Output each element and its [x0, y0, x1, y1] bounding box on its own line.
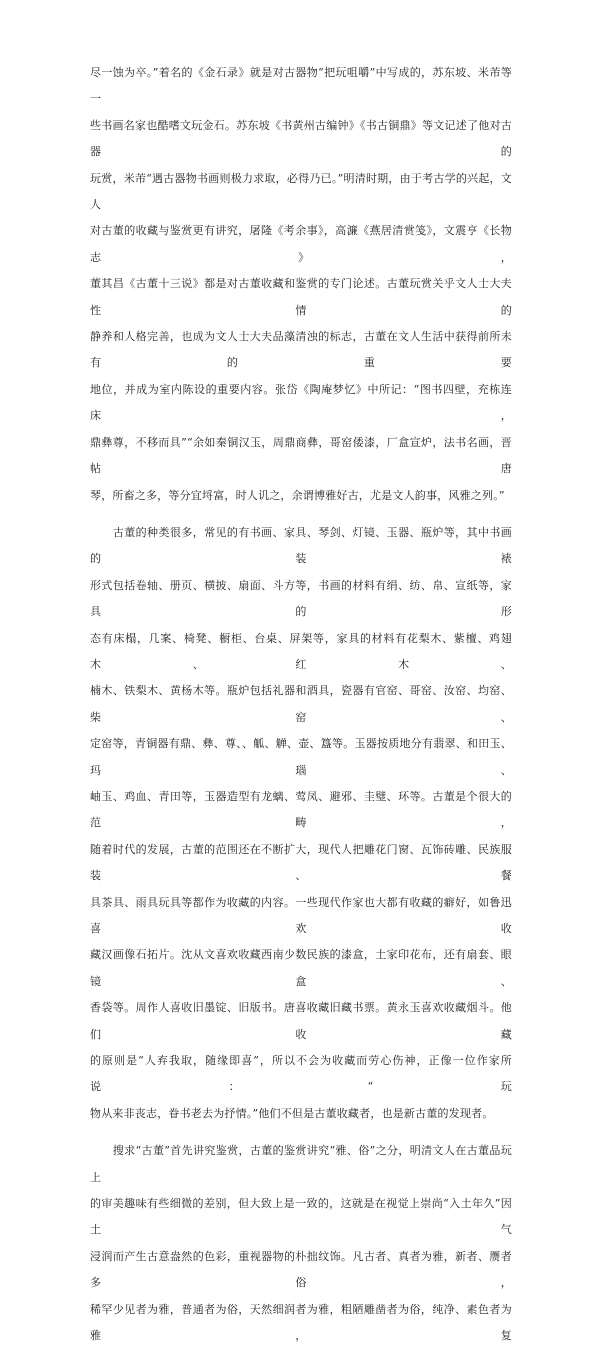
text-line: 静养和人格完善，也成为文人士大夫品藻清浊的标志，古董在文人生活中获得前所未有的重要 — [90, 330, 512, 370]
text-line: 地位，并成为室内陈设的重要内容。张岱《陶庵梦忆》中所记：“图书四壁，充栋连床， — [90, 382, 512, 423]
text-line: 些书画名家也酷嗜文玩金石。苏东坡《书黄州古编钟》《书古铜鼎》等文记述了他对古器的 — [90, 118, 512, 159]
text-line: 香袋等。周作人喜收旧墨锭、旧版书。唐喜收藏旧藏书票。黄永玉喜欢收藏烟斗。他们收藏 — [90, 1001, 512, 1041]
text-line: 物从来非丧志，眷书老去为抒情。”他们不但是古董收藏者，也是新古董的发现者。 — [90, 1106, 494, 1120]
text-line: 搜求“古董”首先讲究鉴赏，古董的鉴赏讲究“雅、俗”之分，明清文人在古董品玩上 — [90, 1144, 512, 1184]
text-line: 对古董的收藏与鉴赏更有讲究，屠隆《考余事》，高濂《燕居清赏笺》，文震亨《长物志》， — [90, 224, 512, 264]
text-line: 定窑等，青铜器有鼎、彝、尊、、觚、觯、壶、簋等。玉器按质地分有翡翠、和田玉、玛瑙、 — [90, 737, 512, 777]
text-line: 稀罕少见者为雅，普通者为俗，天然细润者为雅，粗陋雕凿者为俗，纯净、素色者为雅，复 — [90, 1302, 512, 1343]
text-line: 的审美趣味有些细微的差别，但大致上是一致的，这就是在视觉上崇尚“入土年久”因土气 — [90, 1197, 512, 1237]
paragraph-2 — [90, 520, 512, 1127]
text-line: 董其昌《古董十三说》都是对古董收藏和鉴赏的专门论述。古董玩赏关乎文人士大夫性情的 — [90, 277, 512, 317]
paragraph-gap — [90, 1127, 512, 1138]
body-text — [90, 60, 512, 1350]
paragraph-3 — [90, 1138, 512, 1349]
text-line: 琴，所畜之多，等分宜埒富，时人讥之，余谓博雅好古，尤是文人韵事，风雅之列。” — [90, 488, 505, 502]
text-line: 形式包括卷轴、册页、横披、扇面、斗方等，书画的材料有绢、纺、帛、宣纸等，家具的形 — [90, 578, 512, 619]
text-line: 随着时代的发展，古董的范围还在不断扩大，现代人把雕花门窗、瓦饰砖雕、民族服装、餐 — [90, 842, 512, 883]
text-line: 藏汉画像石拓片。沈从文喜欢收藏西南少数民族的漆盒，土家印花布，还有扇套、眼镜盒、 — [90, 948, 512, 988]
text-line: 具茶具、雨具玩具等都作为收藏的内容。一些现代作家也大都有收藏的癖好，如鲁迅喜欢收 — [90, 895, 512, 935]
text-line: 古董的种类很多，常见的有书画、家具、琴剑、灯镜、玉器、瓶炉等，其中书画的装裱 — [90, 525, 512, 566]
paragraph-1 — [90, 60, 512, 509]
text-line: 岫玉、鸡血、青田等，玉器造型有龙螭、莺凤、避邪、圭璧、环等。古董是个很大的范畴， — [90, 789, 512, 830]
text-line: 的原则是“人弃我取，随缘即喜”，所以不会为收藏而劳心伤神，正像一位作家所说：“玩 — [90, 1054, 512, 1094]
text-line: 鼎彝尊，不移而具”“余如秦铜汉玉，周鼎商彝，哥窑倭漆，厂盒宣炉，法书名画，晋帖唐 — [90, 435, 512, 476]
text-line: 尽一蚀为卒。”着名的《金石录》就是对古器物“把玩咀嚼”中写成的，苏东坡、米芾等一 — [90, 66, 512, 106]
text-line: 玩赏，米芾“遇古器物书画则极力求取，必得乃已。”明清时期，由于考古学的兴起，文人 — [90, 171, 512, 212]
text-line: 楠木、铁梨木、黄杨木等。瓶炉包括礼器和酒具，瓷器有官窑、哥窑、汝窑、均窑、柴窑、 — [90, 684, 512, 724]
paragraph-gap — [90, 509, 512, 520]
text-line: 态有床榻，几案、椅凳、橱柜、台桌、屏架等，家具的材料有花梨木、紫檀、鸡翅木、红木、 — [90, 631, 512, 671]
text-line: 浸润而产生古意盎然的色彩，重视器物的朴拙纹饰。凡古者、真者为雅，新者、赝者多俗， — [90, 1249, 512, 1290]
